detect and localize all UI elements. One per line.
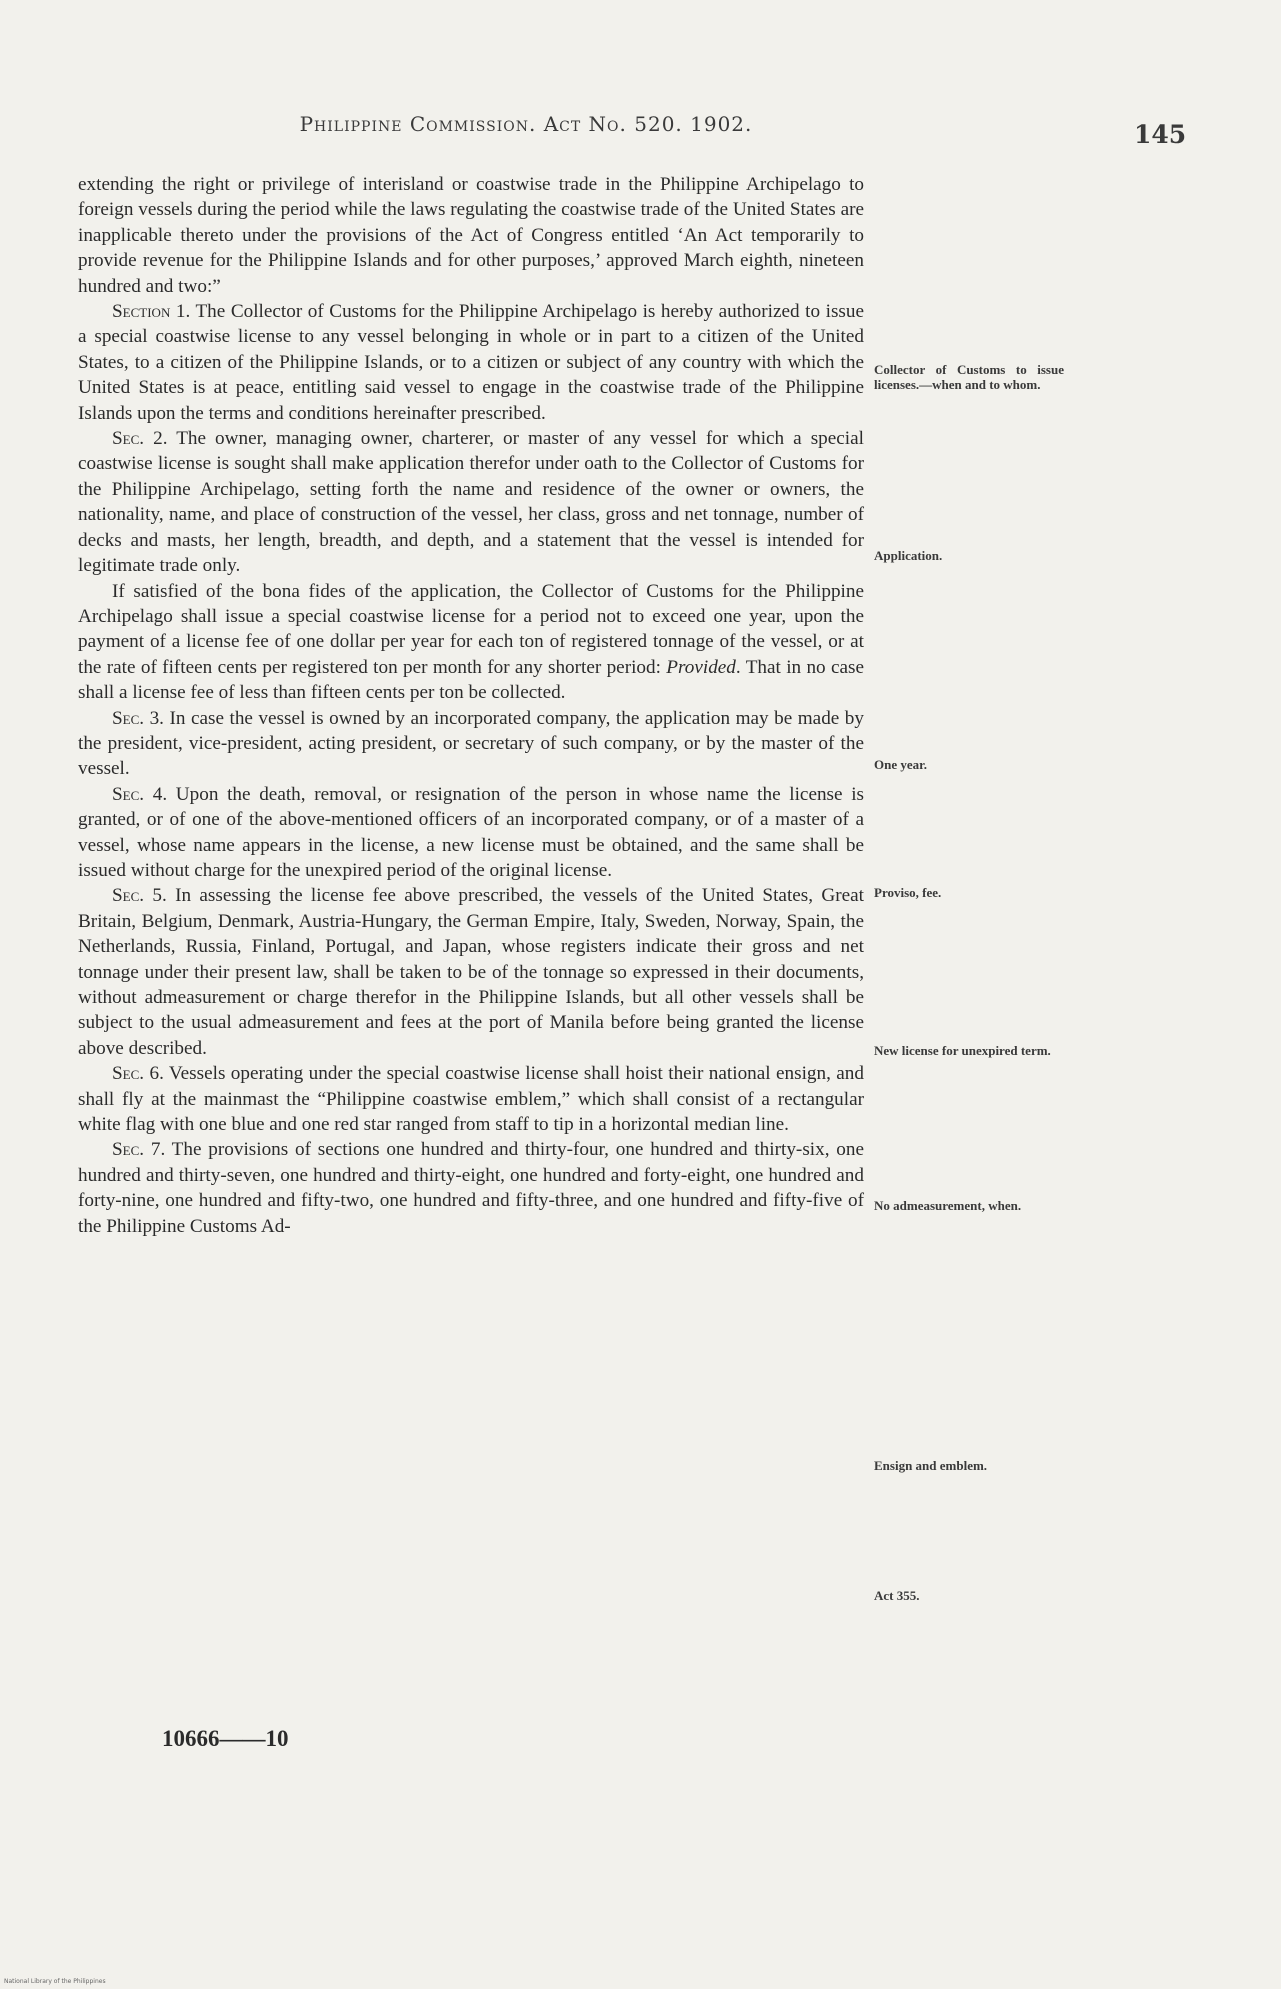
page-number: 145 bbox=[1134, 120, 1187, 149]
margin-note-ensign: Ensign and emblem. bbox=[874, 1458, 988, 1473]
margin-note-no-admeasurement: No admeasurement, when. bbox=[874, 1198, 1022, 1213]
margin-note-collector: Collector of Customs to issue licenses.—when and to whom. bbox=[874, 362, 1064, 392]
section-4: Sec. 4. Upon the death, removal, or resignation of the person in whose name the license is granted, or of one of the above-mentioned officers of an incorporated company, or of a master of a vessel, whose name appears in the license, a new license must be obtained, and the same shall be issued without charge for the unexpired period of the original license. bbox=[78, 783, 864, 881]
section-1: Section 1. The Collector of Customs for the Philippine Archipelago is hereby authorized to issue a special coastwise license to any vessel belonging in whole or in part to a citizen of the United States, to a citizen of the Philippine Islands, or to a citizen or subject of any country with which the United States is at peace, entitling said vessel to engage in the coastwise trade of the Philippine Islands upon the terms and conditions hereinafter prescribed. bbox=[78, 301, 864, 424]
margin-note-one-year: One year. bbox=[874, 757, 927, 772]
signature-mark: 10666——10 bbox=[162, 1726, 289, 1751]
margin-note-act: Act 355. bbox=[874, 1588, 920, 1603]
section-7: Sec. 7. The provisions of sections one hundred and thirty-four, one hundred and thirty-six, one hundred and thirty-seven, one hundred and thirty-eight, one hundred and forty-eight, one hundred and forty-nine, one hundred and fifty-two, one hundred and fifty-three, and one hundred and fifty-five of the Philippine Customs Ad- bbox=[78, 1139, 864, 1237]
margin-note-proviso: Proviso, fee. bbox=[874, 885, 942, 900]
section-3: Sec. 3. In case the vessel is owned by an incorporated company, the application may be made by the president, vice-president, acting president, or secretary of such company, or by the master of the vessel. bbox=[78, 707, 864, 780]
footer-attribution: National Library of the Philippines bbox=[4, 1978, 106, 1985]
margin-note-new-license: New license for unexpired term. bbox=[874, 1043, 1051, 1058]
running-head: Philippine Commission. Act No. 520. 1902. bbox=[299, 112, 753, 136]
section-6: Sec. 6. Vessels operating under the special coastwise license shall hoist their national ensign, and shall fly at the mainmast the “Philippine coastwise emblem,” which shall consist of a rectangular white flag with one blue and one red star ranged from staff to tip in a horizontal median line. bbox=[78, 1063, 864, 1136]
intro-paragraph: extending the right or privilege of interisland or coastwise trade in the Philippine Archipelago to foreign vessels during the period while the laws regulating the coastwise trade of the United States are inapplicable thereto under the provisions of the Act of Congress entitled ‘An Act temporarily to provide revenue for the Philippine Islands and for other purposes,’ approved March eighth, nineteen hundred and two:” bbox=[78, 174, 864, 297]
margin-note-application: Application. bbox=[874, 548, 943, 563]
body-text bbox=[78, 172, 864, 1239]
satisfied-paragraph: If satisfied of the bona fides of the application, the Collector of Customs for the Philippine Archipelago shall issue a special coastwise license for a period not to exceed one year, upon the payment of a license fee of one dollar per year for each ton of registered tonnage of the vessel, or at the rate of fifteen cents per registered ton per month for any shorter period: Provided. That in no case shall a license fee of less than fifteen cents per ton be collected. bbox=[78, 580, 864, 704]
section-5: Sec. 5. In assessing the license fee above prescribed, the vessels of the United States, Great Britain, Belgium, Denmark, Austria-Hungary, the German Empire, Italy, Sweden, Norway, Spain, the Netherlands, Russia, Finland, Portugal, and Japan, whose registers indicate their gross and net tonnage under their present law, shall be taken to be of the tonnage so expressed in their documents, without admeasurement or charge therefor in the Philippine Islands, but all other vessels shall be subject to the usual admeasurement and fees at the port of Manila before being granted the license above described. bbox=[78, 885, 864, 1059]
section-2: Sec. 2. The owner, managing owner, charterer, or master of any vessel for which a special coastwise license is sought shall make application therefor under oath to the Collector of Customs for the Philippine Archipelago, setting forth the name and residence of the owner or owners, the nationality, name, and place of construction of the vessel, her class, gross and net tonnage, number of decks and masts, her length, breadth, and depth, and a statement that the vessel is intended for legitimate trade only. bbox=[78, 428, 864, 577]
